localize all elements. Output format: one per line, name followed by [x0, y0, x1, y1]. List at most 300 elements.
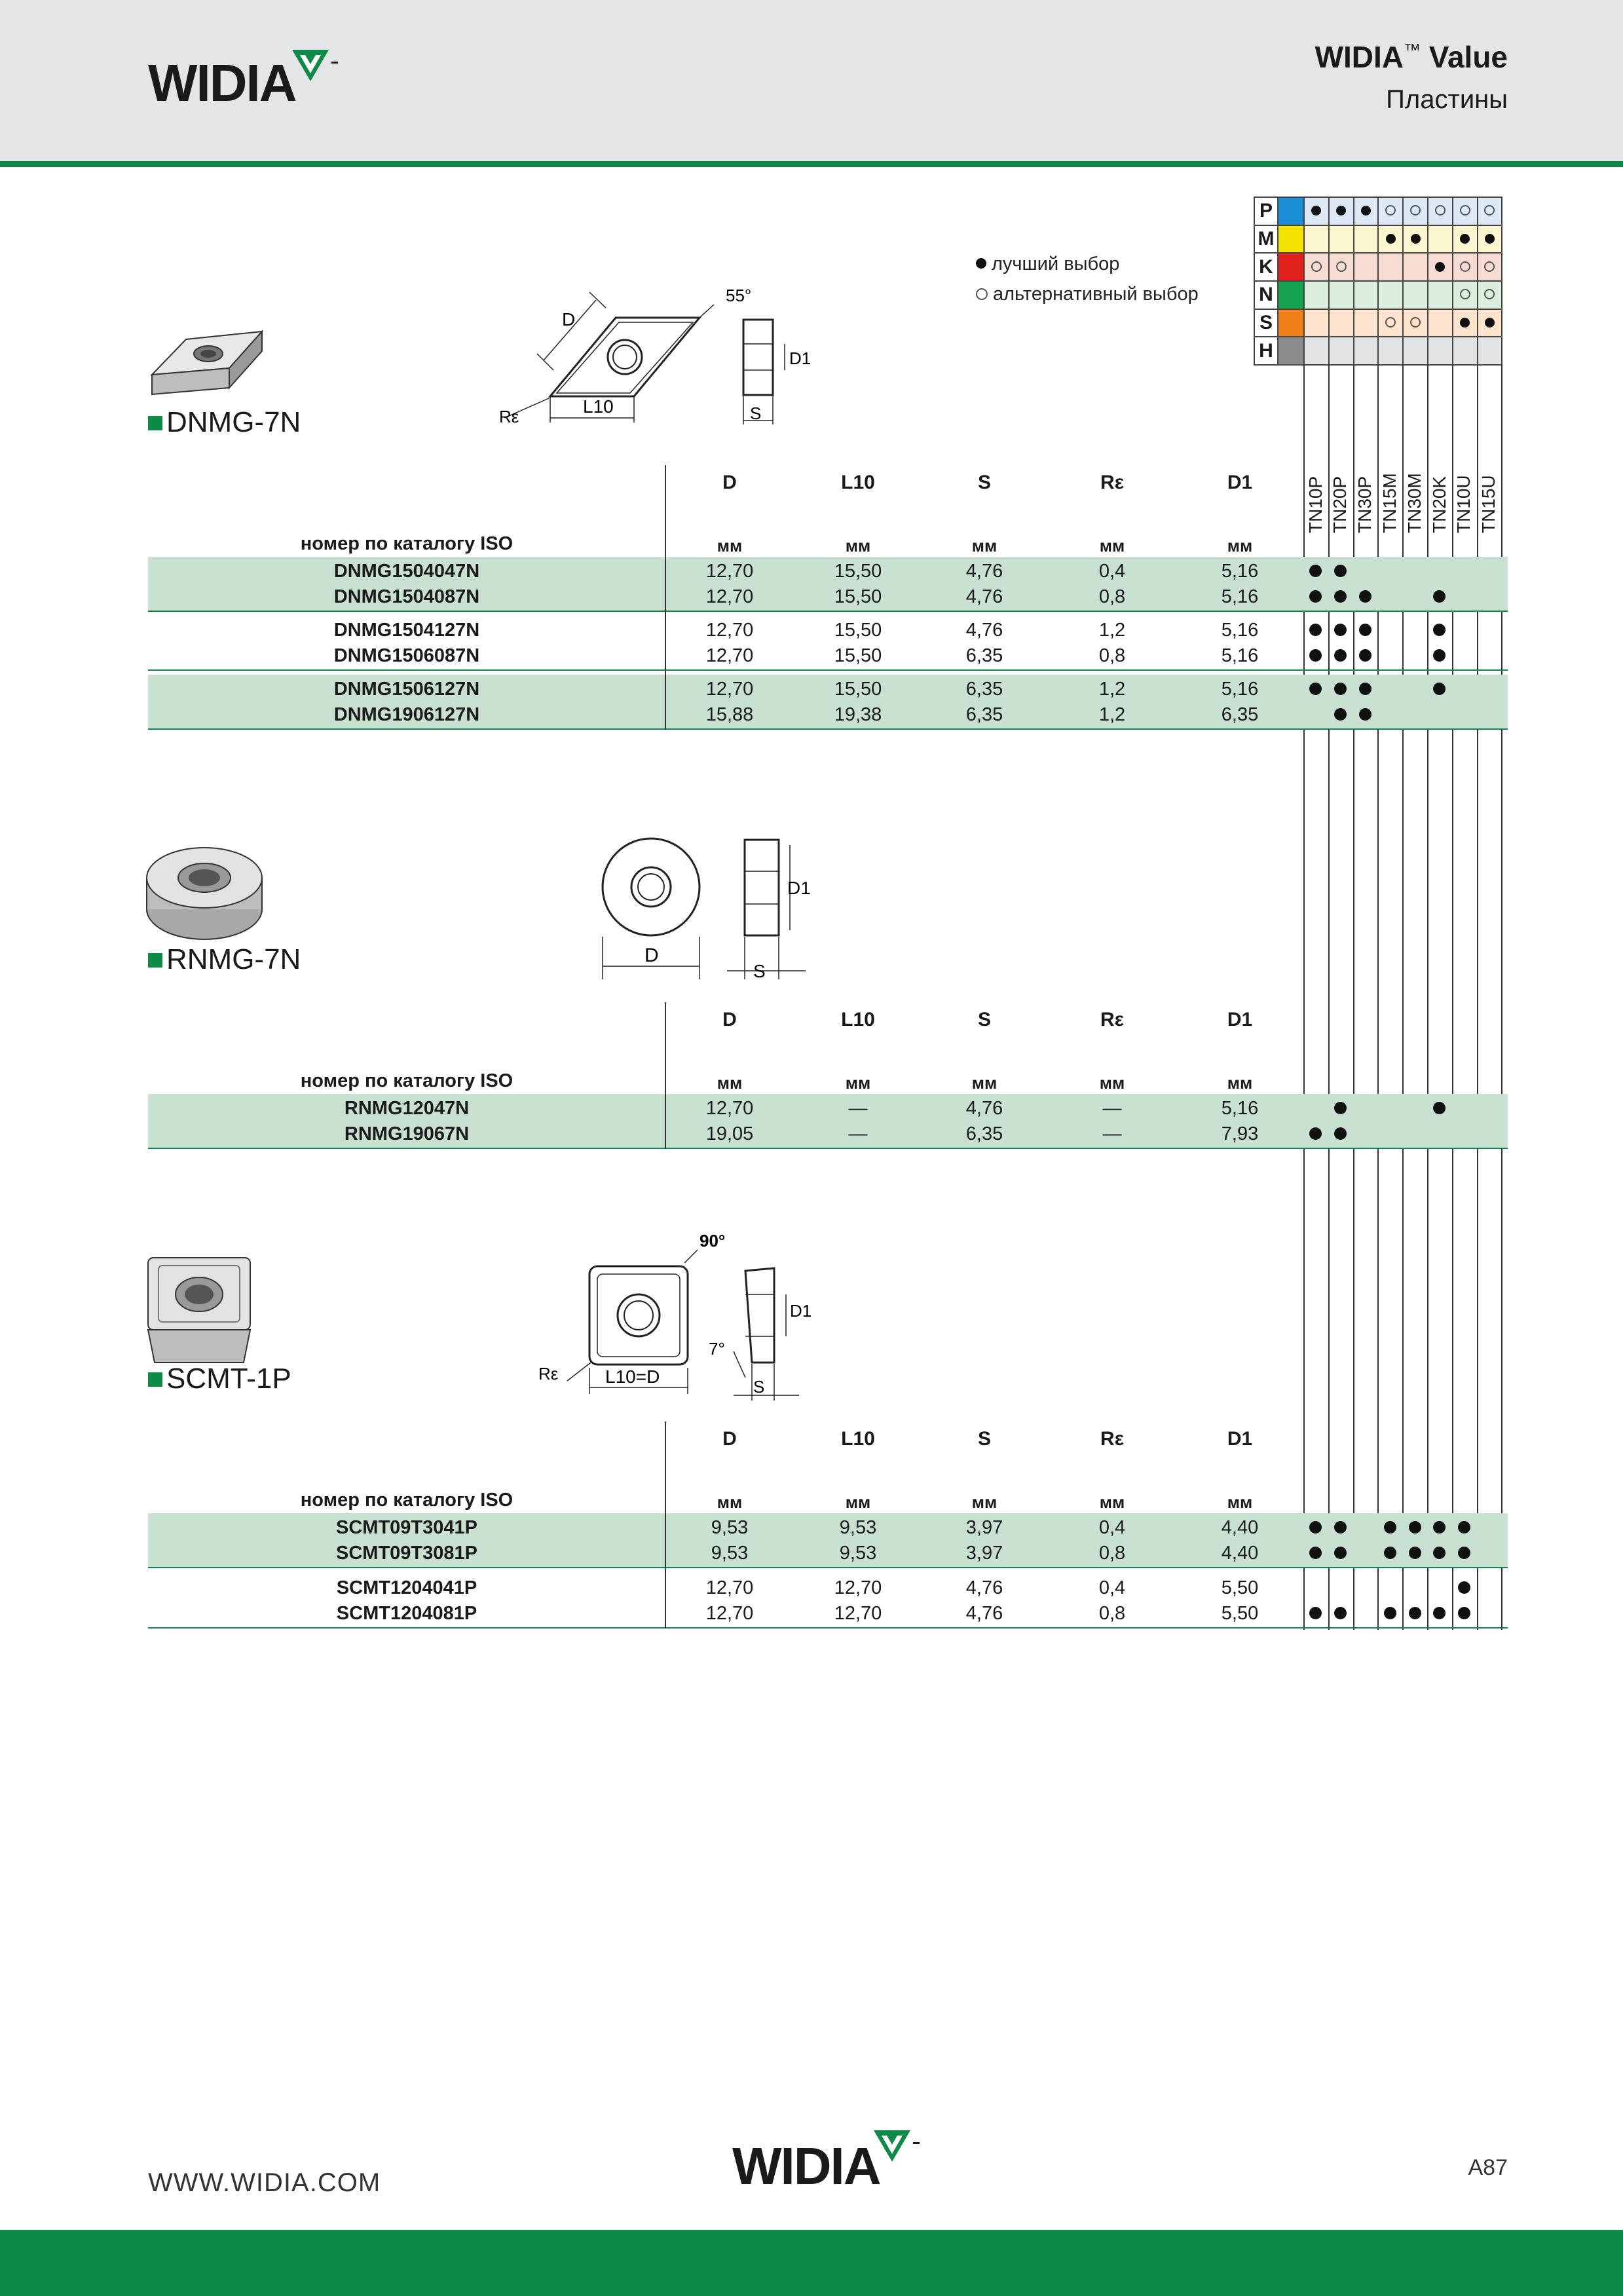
material-grade-cell	[1478, 253, 1502, 281]
value-s: 4,76	[965, 1098, 1003, 1119]
column-header-re: Rε	[1100, 472, 1124, 493]
table-row[interactable]	[148, 676, 1508, 702]
part-code[interactable]: DNMG1906127N	[333, 704, 480, 725]
best-choice-dot-icon	[1334, 1127, 1347, 1140]
dnmg-insert-image	[145, 328, 263, 403]
material-grade-cell	[1478, 225, 1502, 254]
best-choice-dot-icon	[1409, 1607, 1421, 1619]
header-title: WIDIA™ Value	[1315, 40, 1508, 74]
alt-choice-circle-icon	[1460, 205, 1470, 216]
best-choice-dot-icon	[1334, 1521, 1347, 1534]
value-d: 12,70	[705, 1603, 754, 1624]
row-group-line	[148, 1627, 1508, 1628]
best-choice-dot-icon	[1334, 624, 1347, 636]
material-color-swatch	[1278, 337, 1304, 365]
material-grade-cell	[1329, 281, 1354, 309]
value-d1: 5,16	[1221, 1098, 1259, 1119]
column-unit: мм	[717, 1073, 743, 1093]
value-s: 4,76	[965, 620, 1003, 641]
material-grade-cell	[1403, 197, 1428, 225]
material-color-swatch	[1278, 281, 1304, 309]
material-grade-cell	[1304, 197, 1329, 225]
column-unit: мм	[971, 536, 998, 555]
footer-widia-logo: WIDIA	[732, 2137, 922, 2196]
svg-text:D: D	[562, 309, 576, 329]
value-l10: 12,70	[834, 1603, 882, 1624]
alt-choice-circle-icon	[1435, 205, 1446, 216]
material-grade-cell	[1354, 253, 1379, 281]
material-grade-cell	[1304, 309, 1329, 337]
value-re: —	[1102, 1098, 1122, 1119]
best-choice-dot-icon	[1433, 683, 1446, 695]
material-letter: S	[1254, 309, 1278, 337]
column-header-re: Rε	[1100, 1428, 1124, 1450]
alt-choice-circle-icon	[1460, 289, 1470, 299]
svg-text:Rε: Rε	[499, 407, 519, 426]
material-row-m	[1254, 225, 1502, 254]
material-grade-cell	[1478, 197, 1502, 225]
column-unit: мм	[1099, 1492, 1125, 1512]
best-choice-dot-icon	[1384, 1521, 1396, 1534]
rnmg-insert-image	[145, 837, 263, 941]
best-choice-dot-icon	[1359, 708, 1371, 721]
best-choice-dot-icon	[1361, 206, 1371, 216]
column-header-l10: L10	[841, 1428, 875, 1450]
table-row[interactable]	[148, 1095, 1508, 1121]
column-unit: мм	[1227, 1492, 1253, 1512]
table-row[interactable]	[148, 1515, 1508, 1540]
column-header-d1: D1	[1227, 472, 1253, 493]
best-choice-dot-icon	[1433, 1547, 1446, 1559]
material-grade-cell	[1403, 309, 1428, 337]
best-choice-dot-icon	[1460, 318, 1470, 328]
value-re: 0,8	[1098, 1603, 1126, 1624]
catalog-column-header: номер по каталогу ISO	[300, 1490, 513, 1511]
value-s: 3,97	[965, 1543, 1003, 1564]
header-divider	[0, 161, 1623, 167]
material-grade-cell	[1453, 309, 1478, 337]
column-unit: мм	[1099, 1073, 1125, 1093]
grade-label-tn15u: TN15U	[1478, 475, 1499, 533]
svg-text:S: S	[753, 1377, 765, 1397]
svg-text:D1: D1	[787, 878, 811, 898]
grade-label-tn30m: TN30M	[1404, 473, 1425, 533]
value-d1: 4,40	[1221, 1543, 1259, 1564]
alt-choice-circle-icon	[1311, 261, 1322, 272]
value-d1: 5,16	[1221, 620, 1259, 641]
material-grade-cell	[1403, 253, 1428, 281]
value-s: 6,35	[965, 704, 1003, 725]
value-l10: 15,50	[834, 679, 882, 700]
best-choice-dot-icon	[1309, 649, 1322, 662]
rnmg-dimension-drawing	[589, 832, 825, 983]
material-grade-cell	[1453, 225, 1478, 254]
best-choice-dot-icon	[1334, 708, 1347, 721]
svg-text:90°: 90°	[700, 1231, 726, 1251]
table-row[interactable]	[148, 584, 1508, 609]
row-group-line	[148, 728, 1508, 730]
value-s: 6,35	[965, 645, 1003, 666]
svg-text:L10: L10	[583, 396, 614, 417]
material-letter: M	[1254, 225, 1278, 254]
material-grade-cell	[1453, 337, 1478, 365]
best-choice-dot-icon	[1359, 683, 1371, 695]
column-header-l10: L10	[841, 1009, 875, 1030]
material-grade-cell	[1428, 309, 1453, 337]
material-grade-cell	[1329, 337, 1354, 365]
svg-text:D: D	[644, 945, 659, 966]
material-grade-cell	[1478, 309, 1502, 337]
best-choice-dot-icon	[1433, 1607, 1446, 1619]
material-grade-cell	[1354, 197, 1379, 225]
material-color-swatch	[1278, 309, 1304, 337]
column-unit: мм	[1227, 1073, 1253, 1093]
value-re: 0,4	[1098, 561, 1126, 582]
material-grade-cell	[1378, 281, 1403, 309]
value-re: 1,2	[1098, 620, 1126, 641]
value-l10: 15,50	[834, 586, 882, 607]
table-row[interactable]	[148, 617, 1508, 643]
material-grade-cell	[1378, 309, 1403, 337]
svg-text:D1: D1	[789, 348, 811, 368]
grade-column-line	[1501, 364, 1502, 1630]
row-group-line	[148, 1567, 1508, 1568]
value-l10: 15,50	[834, 620, 882, 641]
value-d: 12,70	[705, 620, 754, 641]
part-code[interactable]: DNMG1504087N	[333, 586, 480, 607]
best-choice-dot-icon	[1334, 1102, 1347, 1114]
value-s: 3,97	[965, 1517, 1003, 1538]
alt-choice-circle-icon	[1484, 205, 1495, 216]
svg-text:55°: 55°	[726, 286, 752, 305]
value-re: —	[1102, 1123, 1122, 1144]
best-choice-dot-icon	[1458, 1581, 1470, 1594]
column-unit: мм	[971, 1492, 998, 1512]
best-choice-dot-icon	[1458, 1547, 1470, 1559]
grade-label-tn30p: TN30P	[1354, 476, 1375, 533]
svg-text:Rε: Rε	[538, 1364, 559, 1383]
material-grade-cell	[1428, 281, 1453, 309]
best-choice-dot-icon	[1384, 1607, 1396, 1619]
value-l10: 12,70	[834, 1577, 882, 1598]
material-group-table	[1254, 197, 1502, 366]
column-unit: мм	[845, 1492, 871, 1512]
column-header-s: S	[977, 1428, 991, 1450]
column-header-d: D	[722, 1009, 737, 1030]
value-d1: 5,16	[1221, 645, 1259, 666]
material-row-s	[1254, 309, 1502, 337]
part-code[interactable]: DNMG1504127N	[333, 620, 480, 641]
section-marker-icon	[148, 953, 162, 968]
scmt-insert-image	[145, 1255, 254, 1365]
value-l10: 9,53	[839, 1517, 877, 1538]
material-grade-cell	[1329, 253, 1354, 281]
best-choice-dot-icon	[1309, 565, 1322, 577]
best-choice-dot-icon	[1433, 1102, 1446, 1114]
table-row[interactable]	[148, 702, 1508, 727]
value-l10: 19,38	[834, 704, 882, 725]
best-choice-dot-icon	[1411, 234, 1421, 244]
column-unit: мм	[717, 1492, 743, 1512]
best-choice-dot-icon	[1359, 624, 1371, 636]
material-grade-cell	[1378, 253, 1403, 281]
material-grade-cell	[1329, 197, 1354, 225]
column-unit: мм	[717, 536, 743, 555]
legend-best: лучший выбор	[976, 254, 1119, 275]
best-choice-dot-icon	[1386, 234, 1396, 244]
row-group-line	[148, 1148, 1508, 1149]
best-choice-dot-icon	[1309, 1547, 1322, 1559]
alt-choice-circle-icon	[1336, 261, 1347, 272]
column-header-re: Rε	[1100, 1009, 1124, 1030]
column-header-s: S	[977, 472, 991, 493]
value-d: 12,70	[705, 679, 754, 700]
svg-text:7°: 7°	[709, 1339, 725, 1359]
value-s: 6,35	[965, 679, 1003, 700]
best-choice-dot-icon	[1309, 590, 1322, 603]
best-choice-dot-icon	[1433, 1521, 1446, 1534]
best-choice-dot-icon	[1334, 683, 1347, 695]
grade-label-tn10p: TN10P	[1305, 476, 1326, 533]
catalog-column-header: номер по каталогу ISO	[300, 533, 513, 554]
column-header-d: D	[722, 1428, 737, 1450]
alt-choice-circle-icon	[1410, 205, 1421, 216]
value-d: 12,70	[705, 645, 754, 666]
value-d1: 5,16	[1221, 561, 1259, 582]
part-code[interactable]: SCMT1204041P	[336, 1577, 477, 1598]
part-code[interactable]: DNMG1504047N	[333, 561, 480, 582]
scmt-dimension-drawing	[537, 1224, 825, 1407]
material-row-h	[1254, 337, 1502, 365]
best-choice-dot-icon	[1433, 649, 1446, 662]
grade-label-tn20p: TN20P	[1330, 476, 1351, 533]
alt-choice-circle-icon	[1385, 205, 1396, 216]
best-choice-dot-icon	[1309, 1607, 1322, 1619]
section-title: DNMG-7N	[148, 406, 301, 439]
table-row[interactable]	[148, 558, 1508, 584]
value-l10: —	[848, 1098, 868, 1119]
material-grade-cell	[1428, 253, 1453, 281]
table-row[interactable]	[148, 1121, 1508, 1146]
best-choice-dot-icon	[1433, 624, 1446, 636]
best-choice-dot-icon	[1336, 206, 1346, 216]
value-s: 4,76	[965, 1603, 1003, 1624]
grade-label-tn10u: TN10U	[1453, 475, 1474, 533]
value-d: 12,70	[705, 1577, 754, 1598]
page-number: A87	[1468, 2155, 1508, 2180]
best-choice-dot-icon	[1359, 649, 1371, 662]
material-grade-cell	[1403, 225, 1428, 254]
part-code[interactable]: SCMT09T3041P	[336, 1517, 477, 1538]
material-grade-cell	[1304, 281, 1329, 309]
column-header-d: D	[722, 472, 737, 493]
value-d1: 5,16	[1221, 586, 1259, 607]
value-d: 15,88	[705, 704, 754, 725]
value-d1: 7,93	[1221, 1123, 1259, 1144]
svg-text:S: S	[753, 961, 766, 981]
material-grade-cell	[1378, 337, 1403, 365]
part-code[interactable]: SCMT1204081P	[336, 1603, 477, 1624]
material-letter: K	[1254, 253, 1278, 281]
part-code[interactable]: RNMG12047N	[344, 1098, 470, 1119]
alt-choice-circle-icon	[1484, 261, 1495, 272]
best-choice-dot-icon	[1409, 1521, 1421, 1534]
value-d1: 5,50	[1221, 1577, 1259, 1598]
column-header-l10: L10	[841, 472, 875, 493]
value-l10: 15,50	[834, 561, 882, 582]
column-unit: мм	[971, 1073, 998, 1093]
value-d1: 6,35	[1221, 704, 1259, 725]
best-choice-dot-icon	[1309, 624, 1322, 636]
material-grade-cell	[1304, 337, 1329, 365]
widia-logo-mark-icon	[291, 47, 341, 86]
alt-choice-circle-icon	[1385, 317, 1396, 328]
material-grade-cell	[1378, 197, 1403, 225]
material-grade-cell	[1378, 225, 1403, 254]
best-choice-dot-icon	[1485, 318, 1495, 328]
best-choice-dot-icon	[1334, 1547, 1347, 1559]
value-re: 0,4	[1098, 1577, 1126, 1598]
best-choice-dot-icon	[1309, 683, 1322, 695]
column-header-d1: D1	[1227, 1428, 1253, 1450]
part-code[interactable]: DNMG1506087N	[333, 645, 480, 666]
best-choice-dot-icon	[1485, 234, 1495, 244]
footer-logo-mark-icon	[872, 2128, 922, 2167]
material-color-swatch	[1278, 225, 1304, 254]
row-group-line	[148, 669, 1508, 671]
best-choice-dot-icon	[1433, 590, 1446, 603]
best-choice-dot-icon	[1435, 262, 1445, 272]
material-grade-cell	[1354, 225, 1379, 254]
best-choice-dot-icon	[1334, 649, 1347, 662]
best-choice-dot-icon	[1409, 1547, 1421, 1559]
value-re: 0,8	[1098, 645, 1126, 666]
value-d1: 5,50	[1221, 1603, 1259, 1624]
material-grade-cell	[1453, 281, 1478, 309]
value-re: 0,8	[1098, 1543, 1126, 1564]
grade-label-tn15m: TN15M	[1379, 473, 1400, 533]
catalog-column-header: номер по каталогу ISO	[300, 1070, 513, 1091]
best-choice-dot-icon	[1359, 590, 1371, 603]
table-row[interactable]	[148, 1540, 1508, 1566]
material-grade-cell	[1304, 225, 1329, 254]
best-choice-dot-icon	[1311, 206, 1321, 216]
material-color-swatch	[1278, 197, 1304, 225]
widia-logo: WIDIA	[148, 54, 338, 113]
grade-label-tn20k: TN20K	[1428, 476, 1449, 533]
best-choice-dot-icon	[976, 258, 986, 269]
best-choice-dot-icon	[1458, 1607, 1470, 1619]
material-grade-cell	[1304, 253, 1329, 281]
table-row[interactable]	[148, 1575, 1508, 1600]
value-d: 9,53	[711, 1517, 749, 1538]
value-s: 6,35	[965, 1123, 1003, 1144]
legend-alternative: альтернативный выбор	[976, 284, 1199, 305]
material-grade-cell	[1354, 281, 1379, 309]
column-unit: мм	[845, 1073, 871, 1093]
part-code[interactable]: RNMG19067N	[344, 1123, 470, 1144]
dnmg-dimension-drawing	[491, 282, 819, 432]
value-d1: 5,16	[1221, 679, 1259, 700]
value-d: 12,70	[705, 1098, 754, 1119]
best-choice-dot-icon	[1309, 1521, 1322, 1534]
material-grade-cell	[1453, 197, 1478, 225]
best-choice-dot-icon	[1460, 234, 1470, 244]
value-d1: 4,40	[1221, 1517, 1259, 1538]
table-row[interactable]	[148, 643, 1508, 668]
material-grade-cell	[1403, 337, 1428, 365]
header-subtitle: Пластины	[1386, 85, 1508, 114]
value-l10: 15,50	[834, 645, 882, 666]
best-choice-dot-icon	[1309, 1127, 1322, 1140]
part-code[interactable]: DNMG1506127N	[333, 679, 480, 700]
material-letter: N	[1254, 281, 1278, 309]
section-marker-icon	[148, 416, 162, 430]
value-re: 1,2	[1098, 679, 1126, 700]
alt-choice-circle-icon	[1410, 317, 1421, 328]
column-unit: мм	[1099, 536, 1125, 555]
svg-text:D1: D1	[790, 1301, 812, 1321]
material-grade-cell	[1428, 337, 1453, 365]
best-choice-dot-icon	[1384, 1547, 1396, 1559]
value-re: 0,4	[1098, 1517, 1126, 1538]
value-re: 0,8	[1098, 586, 1126, 607]
alt-choice-circle-icon	[1460, 261, 1470, 272]
svg-text:L10=D: L10=D	[605, 1366, 660, 1387]
svg-text:S: S	[750, 404, 762, 423]
value-re: 1,2	[1098, 704, 1126, 725]
material-grade-cell	[1428, 197, 1453, 225]
value-l10: 9,53	[839, 1543, 877, 1564]
table-row[interactable]	[148, 1600, 1508, 1626]
best-choice-dot-icon	[1334, 565, 1347, 577]
section-title: RNMG-7N	[148, 943, 301, 976]
material-grade-cell	[1428, 225, 1453, 254]
material-grade-cell	[1354, 337, 1379, 365]
value-s: 4,76	[965, 1577, 1003, 1598]
best-choice-dot-icon	[1458, 1521, 1470, 1534]
column-unit: мм	[1227, 536, 1253, 555]
material-grade-cell	[1478, 281, 1502, 309]
column-header-d1: D1	[1227, 1009, 1253, 1030]
material-grade-cell	[1354, 309, 1379, 337]
best-choice-dot-icon	[1334, 1607, 1347, 1619]
material-row-k	[1254, 253, 1502, 281]
material-grade-cell	[1478, 337, 1502, 365]
section-marker-icon	[148, 1372, 162, 1387]
value-d: 19,05	[705, 1123, 754, 1144]
material-grade-cell	[1329, 225, 1354, 254]
material-letter: H	[1254, 337, 1278, 365]
material-row-n	[1254, 281, 1502, 309]
footer-bar	[0, 2230, 1623, 2296]
material-color-swatch	[1278, 253, 1304, 281]
material-letter: P	[1254, 197, 1278, 225]
value-d: 12,70	[705, 586, 754, 607]
material-row-p	[1254, 197, 1502, 225]
material-grade-cell	[1403, 281, 1428, 309]
value-l10: —	[848, 1123, 868, 1144]
section-title: SCMT-1P	[148, 1363, 291, 1395]
material-grade-cell	[1453, 253, 1478, 281]
value-s: 4,76	[965, 586, 1003, 607]
value-d: 12,70	[705, 561, 754, 582]
value-s: 4,76	[965, 561, 1003, 582]
alt-choice-circle-icon	[1484, 289, 1495, 299]
footer-url[interactable]: WWW.WIDIA.COM	[148, 2168, 381, 2197]
part-code[interactable]: SCMT09T3081P	[336, 1543, 477, 1564]
material-grade-cell	[1329, 309, 1354, 337]
